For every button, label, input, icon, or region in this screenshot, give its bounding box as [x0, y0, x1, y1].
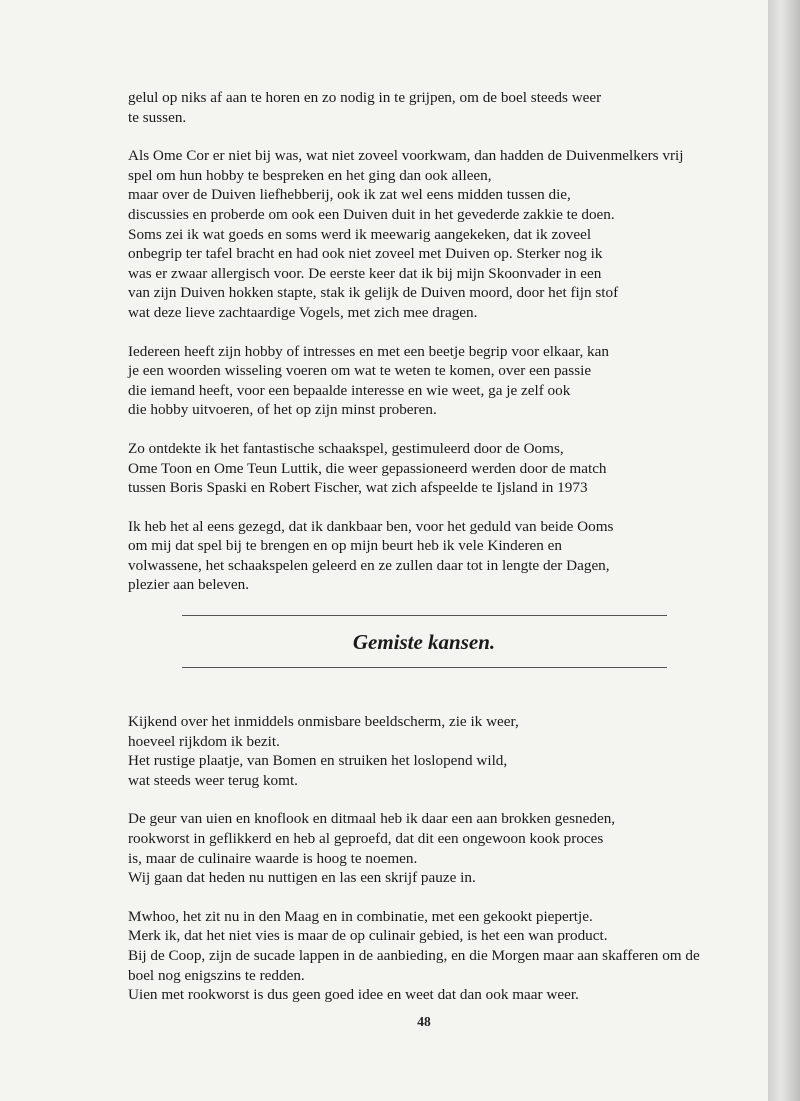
text-line: Merk ik, dat het niet vies is maar de op culinair gebied, is het een wan product. [128, 927, 608, 945]
text-line: spel om hun hobby te bespreken en het ging dan ook alleen, [128, 166, 492, 184]
text-line: van zijn Duiven hokken stapte, stak ik gelijk de Duiven moord, door het fijn stof [128, 284, 619, 302]
paragraph [128, 907, 718, 1005]
text-line: boel nog enigszins te redden. [128, 966, 305, 984]
section-1-text [128, 88, 718, 595]
page-edge [768, 0, 800, 1101]
text-line: Soms zei ik wat goeds en soms werd ik meewarig aangekeken, dat ik zoveel [128, 225, 592, 243]
text-line: die iemand heeft, voor een bepaalde interesse en wie weet, ga je zelf ook [128, 381, 571, 399]
text-line: om mij dat spel bij te brengen en op mijn beurt heb ik vele Kinderen en [128, 537, 562, 555]
section-heading: Gemiste kansen. [352, 630, 496, 654]
text-line: is, maar de culinaire waarde is hoog te noemen. [128, 849, 418, 867]
text-line: discussies en proberde om ook een Duiven duit in het gevederde zakkie te doen. [128, 205, 615, 223]
text-line: Ik heb het al eens gezegd, dat ik dankbaar ben, voor het geduld van beide Ooms [128, 517, 614, 535]
text-line: Iedereen heeft zijn hobby of intresses en met een beetje begrip voor elkaar, kan [128, 342, 609, 360]
paragraph [128, 342, 718, 420]
page-number: 48 [417, 1014, 431, 1029]
text-line: plezier aan beleven. [128, 576, 250, 594]
text-line: hoeveel rijkdom ik bezit. [128, 732, 280, 750]
text-line: Kijkend over het inmiddels onmisbare beeldscherm, zie ik weer, [128, 713, 519, 730]
text-line: wat steeds weer terug komt. [128, 771, 298, 789]
text-line: Uien met rookworst is dus geen goed idee en weet dat dan ook maar weer. [128, 986, 579, 1004]
heading-rule-top [182, 615, 667, 616]
paragraph [128, 712, 718, 790]
paragraph [128, 88, 718, 127]
text-line: rookworst in geflikkerd en heb al geproefd, dat dit een ongewoon kook proces [128, 829, 604, 847]
text-line: Zo ontdekte ik het fantastische schaakspel, gestimuleerd door de Ooms, [128, 439, 564, 457]
text-line: Bij de Coop, zijn de sucade lappen in de aanbieding, en die Morgen maar aan skafferen om de [128, 946, 700, 964]
heading-rule-bottom [182, 667, 667, 668]
text-line: te sussen. [128, 108, 187, 126]
text-line: Wij gaan dat heden nu nuttigen en las een skrijf pauze in. [128, 869, 476, 887]
text-line: Ome Toon en Ome Teun Luttik, die weer gepassioneerd werden door de match [128, 459, 607, 477]
text-line: De geur van uien en knoflook en ditmaal heb ik daar een aan brokken gesneden, [128, 810, 616, 828]
text-line: Het rustige plaatje, van Bomen en struiken het loslopend wild, [128, 752, 508, 770]
text-line: was er zwaar allergisch voor. De eerste keer dat ik bij mijn Skoonvader in een [128, 264, 602, 282]
text-line: maar over de Duiven liefhebberij, ook ik zat wel eens midden tussen die, [128, 186, 571, 204]
text-line: tussen Boris Spaski en Robert Fischer, wat zich afspeelde te Ijsland in 1973 [128, 479, 588, 497]
section-2-text [128, 712, 718, 1005]
paragraph [128, 439, 718, 498]
text-line: wat deze lieve zachtaardige Vogels, met zich mee dragen. [128, 303, 478, 321]
text-line: je een woorden wisseling voeren om wat te weten te komen, over een passie [128, 362, 592, 380]
text-line: volwassene, het schaakspelen geleerd en ze zullen daar tot in lengte der Dagen, [128, 556, 610, 574]
text-line: Als Ome Cor er niet bij was, wat niet zoveel voorkwam, dan hadden de Duivenmelkers vrij [128, 147, 684, 165]
text-line: Mwhoo, het zit nu in den Maag en in combinatie, met een gekookt piepertje. [128, 907, 593, 925]
paragraph [128, 809, 718, 887]
text-line: gelul op niks af aan te horen en zo nodig in te grijpen, om de boel steeds weer [128, 89, 602, 106]
paragraph [128, 517, 718, 595]
paragraph [128, 146, 718, 322]
text-line: onbegrip ter tafel bracht en had ook niet zoveel met Duiven op. Sterker nog ik [128, 245, 603, 263]
text-line: die hobby uitvoeren, of het op zijn minst proberen. [128, 401, 437, 419]
